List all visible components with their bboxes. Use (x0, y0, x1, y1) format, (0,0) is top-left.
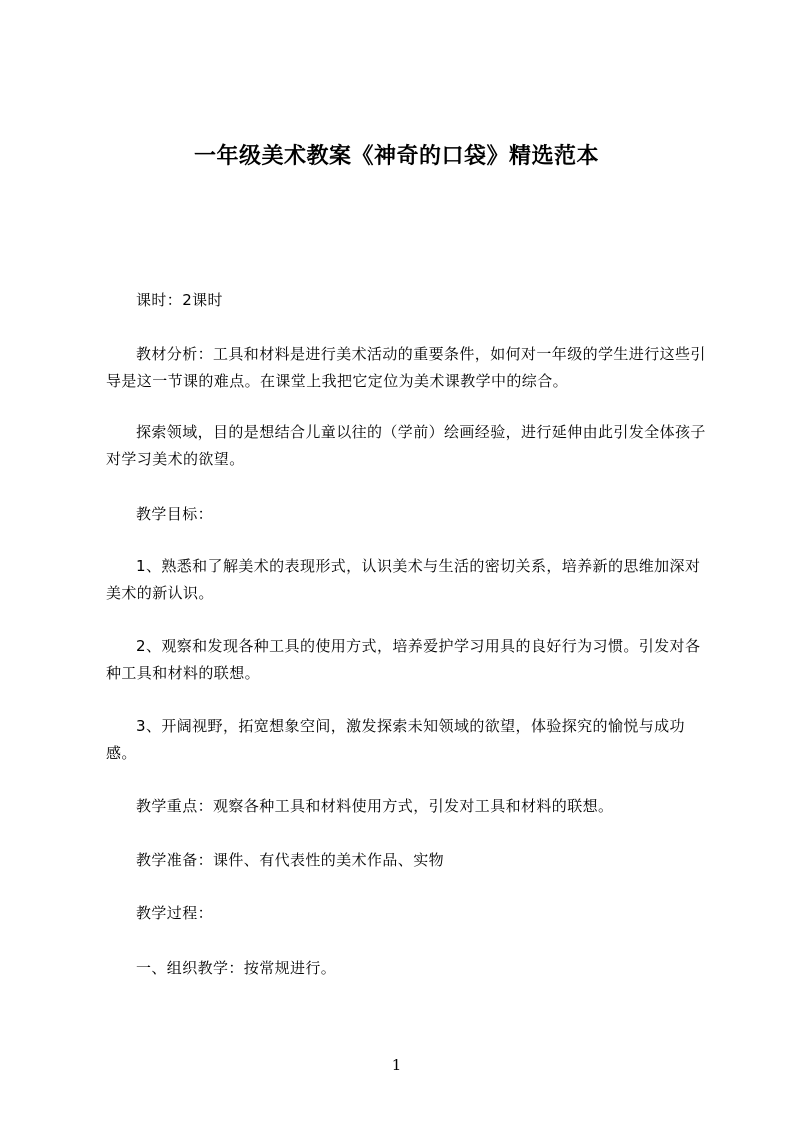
paragraph-teaching-preparation: 教学准备：课件、有代表性的美术作品、实物 (136, 851, 445, 869)
paragraph-goal-1: 1、熟悉和了解美术的表现形式，认识美术与生活的密切关系，培养新的思维加深对美术的新认识。 (106, 557, 701, 602)
document-title: 一年级美术教案《神奇的口袋》精选范本 (193, 144, 599, 169)
paragraph-teaching-goals-heading: 教学目标： (136, 505, 214, 523)
paragraph-exploration-field: 探索领域，目的是想结合儿童以往的（学前）绘画经验，进行延伸由此引发全体孩子对学习美术的欲望。 (106, 423, 706, 468)
paragraph-class-hours: 课时：2课时 (136, 291, 223, 309)
paragraph-teaching-focus: 教学重点：观察各种工具和材料使用方式，引发对工具和材料的联想。 (136, 797, 614, 815)
paragraph-teaching-process-heading: 教学过程： (136, 904, 214, 922)
paragraph-goal-2: 2、观察和发现各种工具的使用方式，培养爱护学习用具的良好行为习惯。引发对各种工具和材料的联想。 (106, 637, 701, 682)
page-number: 1 (391, 1056, 402, 1074)
paragraph-goal-3: 3、开阔视野，拓宽想象空间，激发探索未知领域的欲望，体验探究的愉悦与成功感。 (106, 717, 685, 762)
paragraph-organize-teaching: 一、组织教学：按常规进行。 (136, 959, 337, 977)
paragraph-material-analysis: 教材分析：工具和材料是进行美术活动的重要条件，如何对一年级的学生进行这些引导是这一节课的难点。在课堂上我把它定位为美术课教学中的综合。 (106, 345, 706, 390)
